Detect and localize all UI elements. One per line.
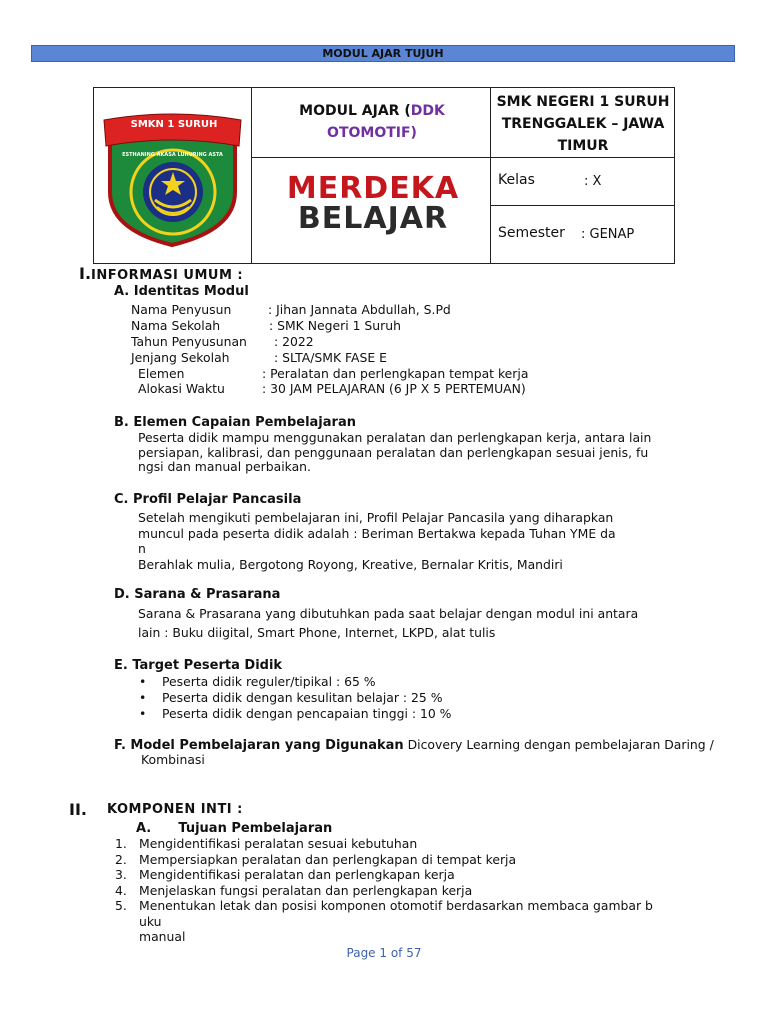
tujuan-text: uku manual — [139, 913, 186, 944]
header-bar: MODUL AJAR TUJUH — [31, 45, 735, 62]
target-list — [162, 674, 451, 722]
section-2-number: II. — [69, 800, 87, 819]
identity-value: : Jihan Jannata Abdullah, S.Pd — [268, 302, 451, 317]
identity-value: : SLTA/SMK FASE E — [274, 350, 387, 365]
capaian-line: persiapan, kalibrasi, dan penggunaan peralatan dan perlengkapan sesuai jenis, fu — [138, 444, 649, 460]
capaian-line: Peserta didik mampu menggunakan peralatan dan perlengkapan kerja, antara lain — [138, 430, 652, 445]
subsection-c-heading: C. Profil Pelajar Pancasila — [114, 492, 302, 507]
profil-line: n — [138, 541, 146, 556]
logo-top-text: SMKN 1 SURUH — [130, 119, 218, 130]
capaian-line: ngsi dan manual perbaikan. — [138, 459, 311, 474]
module-title — [254, 100, 490, 144]
subsection-e-heading: E. Target Peserta Didik — [114, 658, 283, 673]
banner-line-2: BELAJAR — [297, 201, 449, 236]
subsection-f-heading: F. Model Pembelajaran yang Digunakan — [114, 738, 404, 753]
tujuan-text: Menjelaskan fungsi peralatan dan perlengkapan kerja — [139, 882, 473, 898]
header-table — [93, 87, 675, 264]
school-name-line: TIMUR — [557, 138, 609, 154]
tujuan-text: Mengidentifikasi peralatan sesuai kebutuhan — [139, 836, 418, 851]
profil-line: Berahlak mulia, Bergotong Royong, Kreative, Bernalar Kritis, Mandiri — [138, 556, 563, 572]
section-1-number: I. — [79, 264, 92, 283]
page-number: Page 1 of 57 — [346, 946, 422, 960]
identity-value: : 2022 — [274, 334, 314, 349]
tujuan-number: 5. — [115, 898, 127, 913]
model-pembelajaran-text: Dicovery Learning dengan pembelajaran Daring / — [403, 737, 714, 752]
school-name-line: SMK NEGERI 1 SURUH — [496, 94, 670, 110]
capaian-text — [138, 431, 651, 475]
target-item: • Peserta didik dengan kesulitan belajar : 25 % — [162, 690, 451, 706]
subsection-b-heading: B. Elemen Capaian Pembelajaran — [114, 415, 356, 430]
tujuan-number: 1. — [115, 836, 127, 851]
kelas-label: Kelas — [498, 172, 535, 188]
identity-label: Nama Penyusun — [131, 302, 232, 317]
sarana-line: Sarana & Prasarana yang dibutuhkan pada saat belajar dengan modul ini antara — [138, 606, 639, 621]
section-1-title: INFORMASI UMUM : — [91, 268, 244, 283]
identity-label: Nama Sekolah — [131, 318, 221, 333]
subsection-d-heading: D. Sarana & Prasarana — [114, 587, 281, 602]
kelas-value: : X — [584, 174, 602, 189]
identity-label: Alokasi Waktu — [138, 381, 225, 396]
school-logo — [100, 112, 245, 247]
tujuan-text: Mengidentifikasi peralatan dan perlengkapan kerja — [139, 867, 455, 882]
identity-value: : SMK Negeri 1 Suruh — [269, 318, 401, 333]
semester-label: Semester — [498, 225, 565, 241]
target-item: • Peserta didik dengan pencapaian tinggi : 10 % — [162, 706, 451, 722]
school-name-line: TRENGGALEK – JAWA — [501, 116, 665, 132]
identity-value: : Peralatan dan perlengkapan tempat kerja — [262, 366, 529, 381]
profil-line: muncul pada peserta didik adalah : Beriman Bertakwa kepada Tuhan YME da — [138, 525, 616, 541]
tujuan-number: 2. — [115, 851, 127, 867]
logo-motto: ESTHANING AKASA LUHURING ASTA — [122, 152, 223, 158]
identity-label: Tahun Penyusunan — [131, 334, 247, 349]
profil-line: Setelah mengikuti pembelajaran ini, Profil Pelajar Pancasila yang diharapkan — [138, 510, 614, 525]
identity-value: : 30 JAM PELAJARAN (6 JP X 5 PERTEMUAN) — [262, 381, 526, 396]
merdeka-belajar-banner — [286, 171, 460, 238]
section-2-title: KOMPONEN INTI : — [107, 802, 243, 817]
tujuan-number: 4. — [115, 882, 127, 898]
semester-value: : GENAP — [581, 227, 635, 242]
section-1-heading — [79, 264, 243, 283]
target-item: • Peserta didik reguler/tipikal : 65 % — [162, 674, 451, 690]
sarana-line: lain : Buku diigital, Smart Phone, Internet, LKPD, alat tulis — [138, 625, 496, 640]
tujuan-heading: A. Tujuan Pembelajaran — [136, 821, 333, 836]
module-title-subject: DDK OTOMOTIF) — [327, 103, 445, 141]
model-pembelajaran-line2: Kombinasi — [141, 752, 205, 767]
subsection-a-heading: A. Identitas Modul — [114, 284, 249, 299]
module-title-prefix: MODUL AJAR ( — [299, 103, 411, 119]
tujuan-text: Mempersiapkan peralatan dan perlengkapan di tempat kerja — [139, 851, 517, 867]
school-name — [491, 91, 675, 157]
tujuan-number: 3. — [115, 867, 127, 882]
identity-label: Elemen — [138, 366, 185, 381]
profil-text — [138, 510, 616, 572]
tujuan-text: Menentukan letak dan posisi komponen otomotif berdasarkan membaca gambar b — [139, 898, 653, 913]
banner-line-1: MERDEKA — [286, 171, 460, 206]
identity-label: Jenjang Sekolah — [131, 350, 230, 365]
subsection-f — [114, 737, 754, 753]
